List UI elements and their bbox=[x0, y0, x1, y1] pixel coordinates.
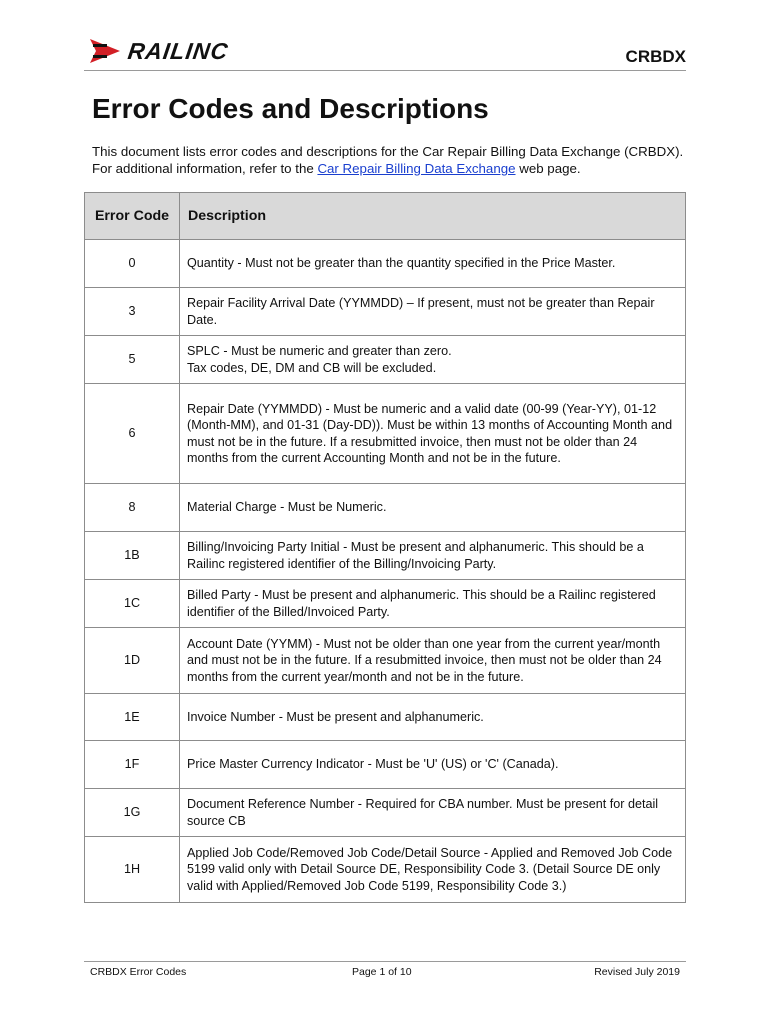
table-row bbox=[85, 484, 686, 532]
description-line: Document Reference Number - Required for CBA number. Must be present for detail source CB bbox=[187, 797, 659, 828]
description-line: Applied Job Code/Removed Job Code/Detail Source - Applied and Removed Job Code 5199 valid only with Detail Source DE, Responsibility Code 3. (Detail Source DE only valid with Applied/Removed Job Code 5199, Responsibility Code 3.) bbox=[187, 846, 673, 893]
description-cell bbox=[180, 580, 686, 628]
description-line: Tax codes, DE, DM and CB will be excluded. bbox=[187, 360, 437, 375]
error-code-cell: 1D bbox=[85, 628, 180, 694]
error-code-cell: 1G bbox=[85, 789, 180, 837]
description-line: SPLC - Must be numeric and greater than zero. bbox=[187, 344, 452, 359]
description-cell bbox=[180, 240, 686, 288]
description-cell bbox=[180, 336, 686, 384]
error-code-cell: 8 bbox=[85, 484, 180, 532]
error-code-cell: 1F bbox=[85, 741, 180, 789]
table-row bbox=[85, 741, 686, 789]
description-cell bbox=[180, 741, 686, 789]
description-line: Repair Date (YYMMDD) - Must be numeric and a valid date (00-99 (Year-YY), 01-12 (Month-MM), and 01-31 (Day-DD)). Must be within 13 months of Accounting Month and must not be in the future. If a resubmitted invoice, then must not be older than 24 months from the current Accounting Month and not be in the future. bbox=[187, 402, 673, 465]
table-row bbox=[85, 532, 686, 580]
railinc-logo bbox=[90, 36, 231, 66]
description-line: Account Date (YYMM) - Must not be older than one year from the current year/month and must not be in the future. If a resubmitted invoice, then must not be older than 24 months from the current year/month and not be in the future. bbox=[187, 637, 662, 684]
description-line: Repair Facility Arrival Date (YYMMDD) – If present, must not be greater than Repair Date. bbox=[187, 296, 655, 327]
table-row bbox=[85, 384, 686, 484]
footer-document-name: CRBDX Error Codes bbox=[90, 966, 187, 978]
description-cell bbox=[180, 789, 686, 837]
description-line: Quantity - Must not be greater than the quantity specified in the Price Master. bbox=[187, 256, 616, 271]
intro-text-before: This document lists error codes and descriptions for the Car Repair Billing Data Exchange (CRBDX). For additional information, refer to the bbox=[92, 144, 684, 176]
description-cell bbox=[180, 694, 686, 741]
description-line: Billed Party - Must be present and alphanumeric. This should be a Railinc registered identifier of the Billed/Invoiced Party. bbox=[187, 588, 656, 619]
table-header-row bbox=[85, 193, 686, 240]
description-cell bbox=[180, 532, 686, 580]
error-code-cell: 0 bbox=[85, 240, 180, 288]
page-footer bbox=[84, 961, 686, 984]
column-header-error-code: Error Code bbox=[85, 193, 180, 240]
error-code-cell: 3 bbox=[85, 288, 180, 336]
description-line: Material Charge - Must be Numeric. bbox=[187, 500, 387, 515]
table-row bbox=[85, 628, 686, 694]
error-code-cell: 6 bbox=[85, 384, 180, 484]
footer-revision-date: Revised July 2019 bbox=[594, 966, 680, 978]
description-line: Invoice Number - Must be present and alphanumeric. bbox=[187, 709, 484, 724]
table-row bbox=[85, 789, 686, 837]
error-code-cell: 1C bbox=[85, 580, 180, 628]
error-code-cell: 5 bbox=[85, 336, 180, 384]
table-row bbox=[85, 694, 686, 741]
description-cell bbox=[180, 288, 686, 336]
table-row bbox=[85, 580, 686, 628]
description-cell bbox=[180, 384, 686, 484]
description-cell bbox=[180, 628, 686, 694]
description-line: Billing/Invoicing Party Initial - Must be present and alphanumeric. This should be a Railinc registered identifier of the Billing/Invoicing Party. bbox=[187, 540, 644, 571]
description-line: Price Master Currency Indicator - Must be 'U' (US) or 'C' (Canada). bbox=[187, 757, 559, 772]
description-cell bbox=[180, 837, 686, 903]
intro-paragraph bbox=[92, 143, 692, 177]
document-code: CRBDX bbox=[625, 47, 686, 66]
column-header-description: Description bbox=[180, 193, 686, 240]
error-code-cell: 1H bbox=[85, 837, 180, 903]
page-title: Error Codes and Descriptions bbox=[92, 93, 489, 124]
intro-text-after: web page. bbox=[515, 161, 581, 176]
description-cell bbox=[180, 484, 686, 532]
table-row bbox=[85, 336, 686, 384]
error-codes-table bbox=[84, 192, 686, 903]
table-row bbox=[85, 288, 686, 336]
table-row bbox=[85, 837, 686, 903]
page-header bbox=[84, 34, 686, 71]
error-code-cell: 1E bbox=[85, 694, 180, 741]
table-row bbox=[85, 240, 686, 288]
brand-name: RAILINC bbox=[126, 37, 231, 64]
footer-page-number: Page 1 of 10 bbox=[352, 966, 412, 978]
crbdx-web-page-link[interactable]: Car Repair Billing Data Exchange bbox=[317, 161, 516, 176]
error-code-cell: 1B bbox=[85, 532, 180, 580]
railinc-arrow-icon bbox=[90, 36, 124, 66]
